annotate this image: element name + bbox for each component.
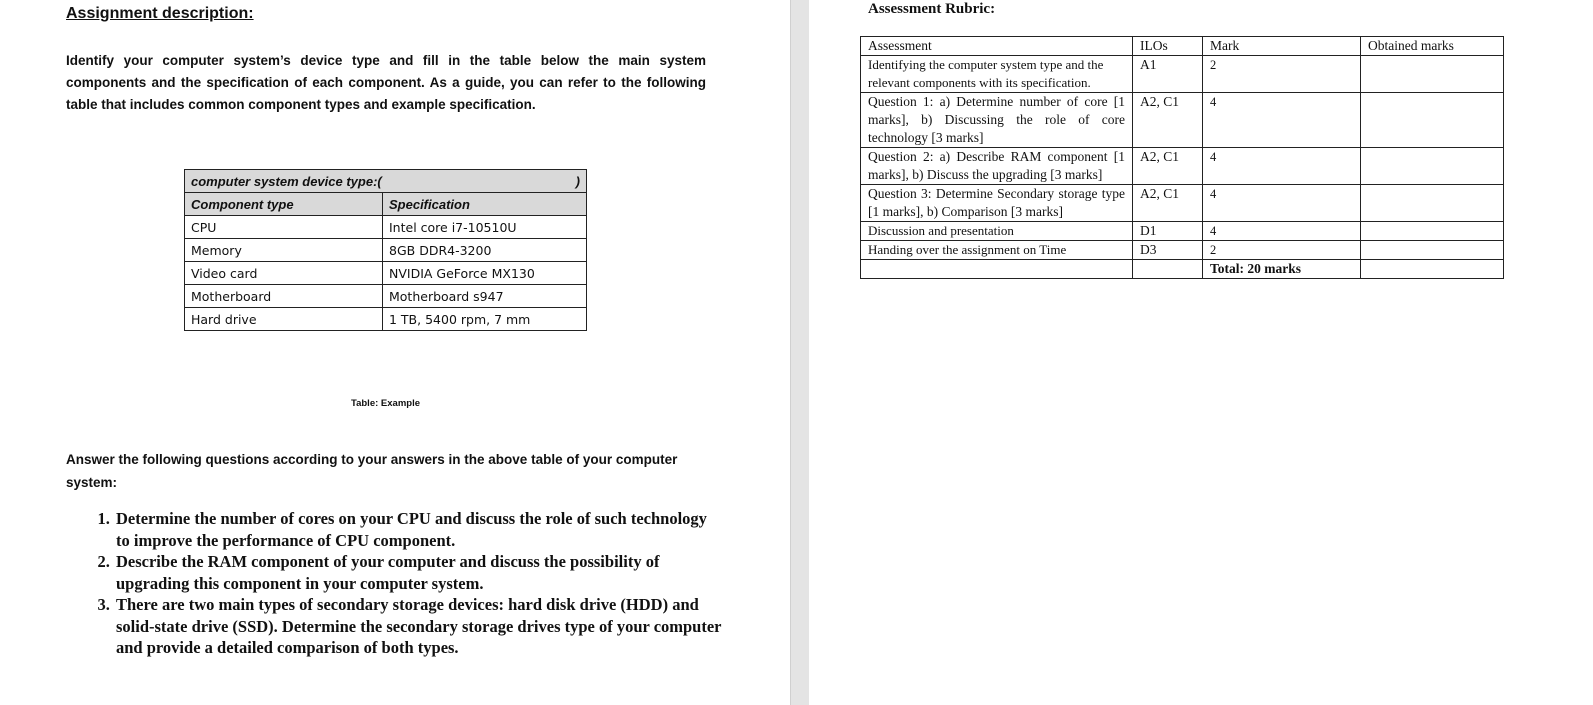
obtained-cell: [1361, 241, 1504, 260]
spec-cell: 8GB DDR4-3200: [383, 239, 587, 262]
document-page-right: [809, 0, 1593, 705]
empty-cell: [861, 260, 1133, 279]
device-type-close: ): [575, 173, 580, 189]
mark-cell: 4: [1203, 185, 1361, 222]
assessment-cell: Question 3: Determine Secondary storage type [1 marks], b) Comparison [3 marks]: [861, 185, 1133, 222]
header-specification: Specification: [383, 193, 587, 216]
table-row: [861, 56, 1504, 93]
ilos-cell: A1: [1133, 56, 1203, 93]
assessment-cell: Discussion and presentation: [861, 222, 1133, 241]
assignment-heading: Assignment description:: [66, 5, 254, 22]
table-row: [185, 216, 587, 239]
obtained-cell: [1361, 148, 1504, 185]
header-assessment: Assessment: [861, 37, 1133, 56]
spec-cell: NVIDIA GeForce MX130: [383, 262, 587, 285]
component-cell: Hard drive: [185, 308, 383, 331]
header-component-type: Component type: [185, 193, 383, 216]
device-type-row: [185, 170, 587, 193]
header-obtained-marks: Obtained marks: [1361, 37, 1504, 56]
table-row: [185, 239, 587, 262]
total-marks: Total: 20 marks: [1203, 260, 1361, 279]
table-row: [185, 308, 587, 331]
assessment-cell: Identifying the computer system type and the relevant components with its specification.: [861, 56, 1133, 93]
table-row: [861, 222, 1504, 241]
total-row: [861, 260, 1504, 279]
obtained-cell: [1361, 222, 1504, 241]
device-type-label: computer system device type:(: [191, 173, 382, 189]
obtained-cell: [1361, 185, 1504, 222]
rubric-header-row: [861, 37, 1504, 56]
assessment-cell: Question 1: a) Determine number of core [1 marks], b) Discussing the role of core technology [3 marks]: [861, 93, 1133, 148]
table-row: [861, 93, 1504, 148]
table-row: [861, 185, 1504, 222]
mark-cell: 2: [1203, 56, 1361, 93]
spec-cell: Motherboard s947: [383, 285, 587, 308]
empty-cell: [1133, 260, 1203, 279]
spec-header-row: [185, 193, 587, 216]
mark-cell: 2: [1203, 241, 1361, 260]
question-item: 2. Describe the RAM component of your computer and discuss the possibility of upgrading this component in your computer system.: [114, 551, 724, 594]
spec-cell: 1 TB, 5400 rpm, 7 mm: [383, 308, 587, 331]
answer-instructions: Answer the following questions according to your answers in the above table of your computer system:: [66, 452, 678, 490]
rubric-title: Assessment Rubric:: [868, 1, 996, 17]
component-cell: Video card: [185, 262, 383, 285]
page-gutter: [790, 0, 810, 705]
device-type-cell: [185, 170, 587, 193]
ilos-cell: D1: [1133, 222, 1203, 241]
table-row: [861, 148, 1504, 185]
document-page-left: [0, 0, 790, 705]
mark-cell: 4: [1203, 222, 1361, 241]
question-list: [88, 508, 724, 659]
question-item: 3. There are two main types of secondary storage devices: hard disk drive (HDD) and solid-state drive (SSD). Determine the secondary storage drives type of your computer and provide a detailed comparison of both types.: [114, 594, 724, 659]
mark-cell: 4: [1203, 148, 1361, 185]
component-cell: CPU: [185, 216, 383, 239]
spec-cell: Intel core i7-10510U: [383, 216, 587, 239]
ilos-cell: A2, C1: [1133, 185, 1203, 222]
ilos-cell: A2, C1: [1133, 148, 1203, 185]
assessment-cell: Handing over the assignment on Time: [861, 241, 1133, 260]
ilos-cell: A2, C1: [1133, 93, 1203, 148]
component-cell: Memory: [185, 239, 383, 262]
obtained-cell: [1361, 93, 1504, 148]
table-caption: Table: Example: [351, 398, 420, 409]
header-ilos: ILOs: [1133, 37, 1203, 56]
table-row: [185, 285, 587, 308]
intro-paragraph: Identify your computer system’s device type and fill in the table below the main system components and the specification of each component. As a guide, you can refer to the following table that includes common component types and example specification.: [66, 53, 706, 112]
component-cell: Motherboard: [185, 285, 383, 308]
header-mark: Mark: [1203, 37, 1361, 56]
question-item: 1. Determine the number of cores on your CPU and discuss the role of such technology to improve the performance of CPU component.: [114, 508, 724, 551]
table-row: [185, 262, 587, 285]
rubric-table: [860, 36, 1504, 279]
table-row: [861, 241, 1504, 260]
mark-cell: 4: [1203, 93, 1361, 148]
ilos-cell: D3: [1133, 241, 1203, 260]
obtained-cell: [1361, 56, 1504, 93]
assessment-cell: Question 2: a) Describe RAM component [1 marks], b) Discuss the upgrading [3 marks]: [861, 148, 1133, 185]
empty-cell: [1361, 260, 1504, 279]
component-spec-table: [184, 169, 587, 331]
